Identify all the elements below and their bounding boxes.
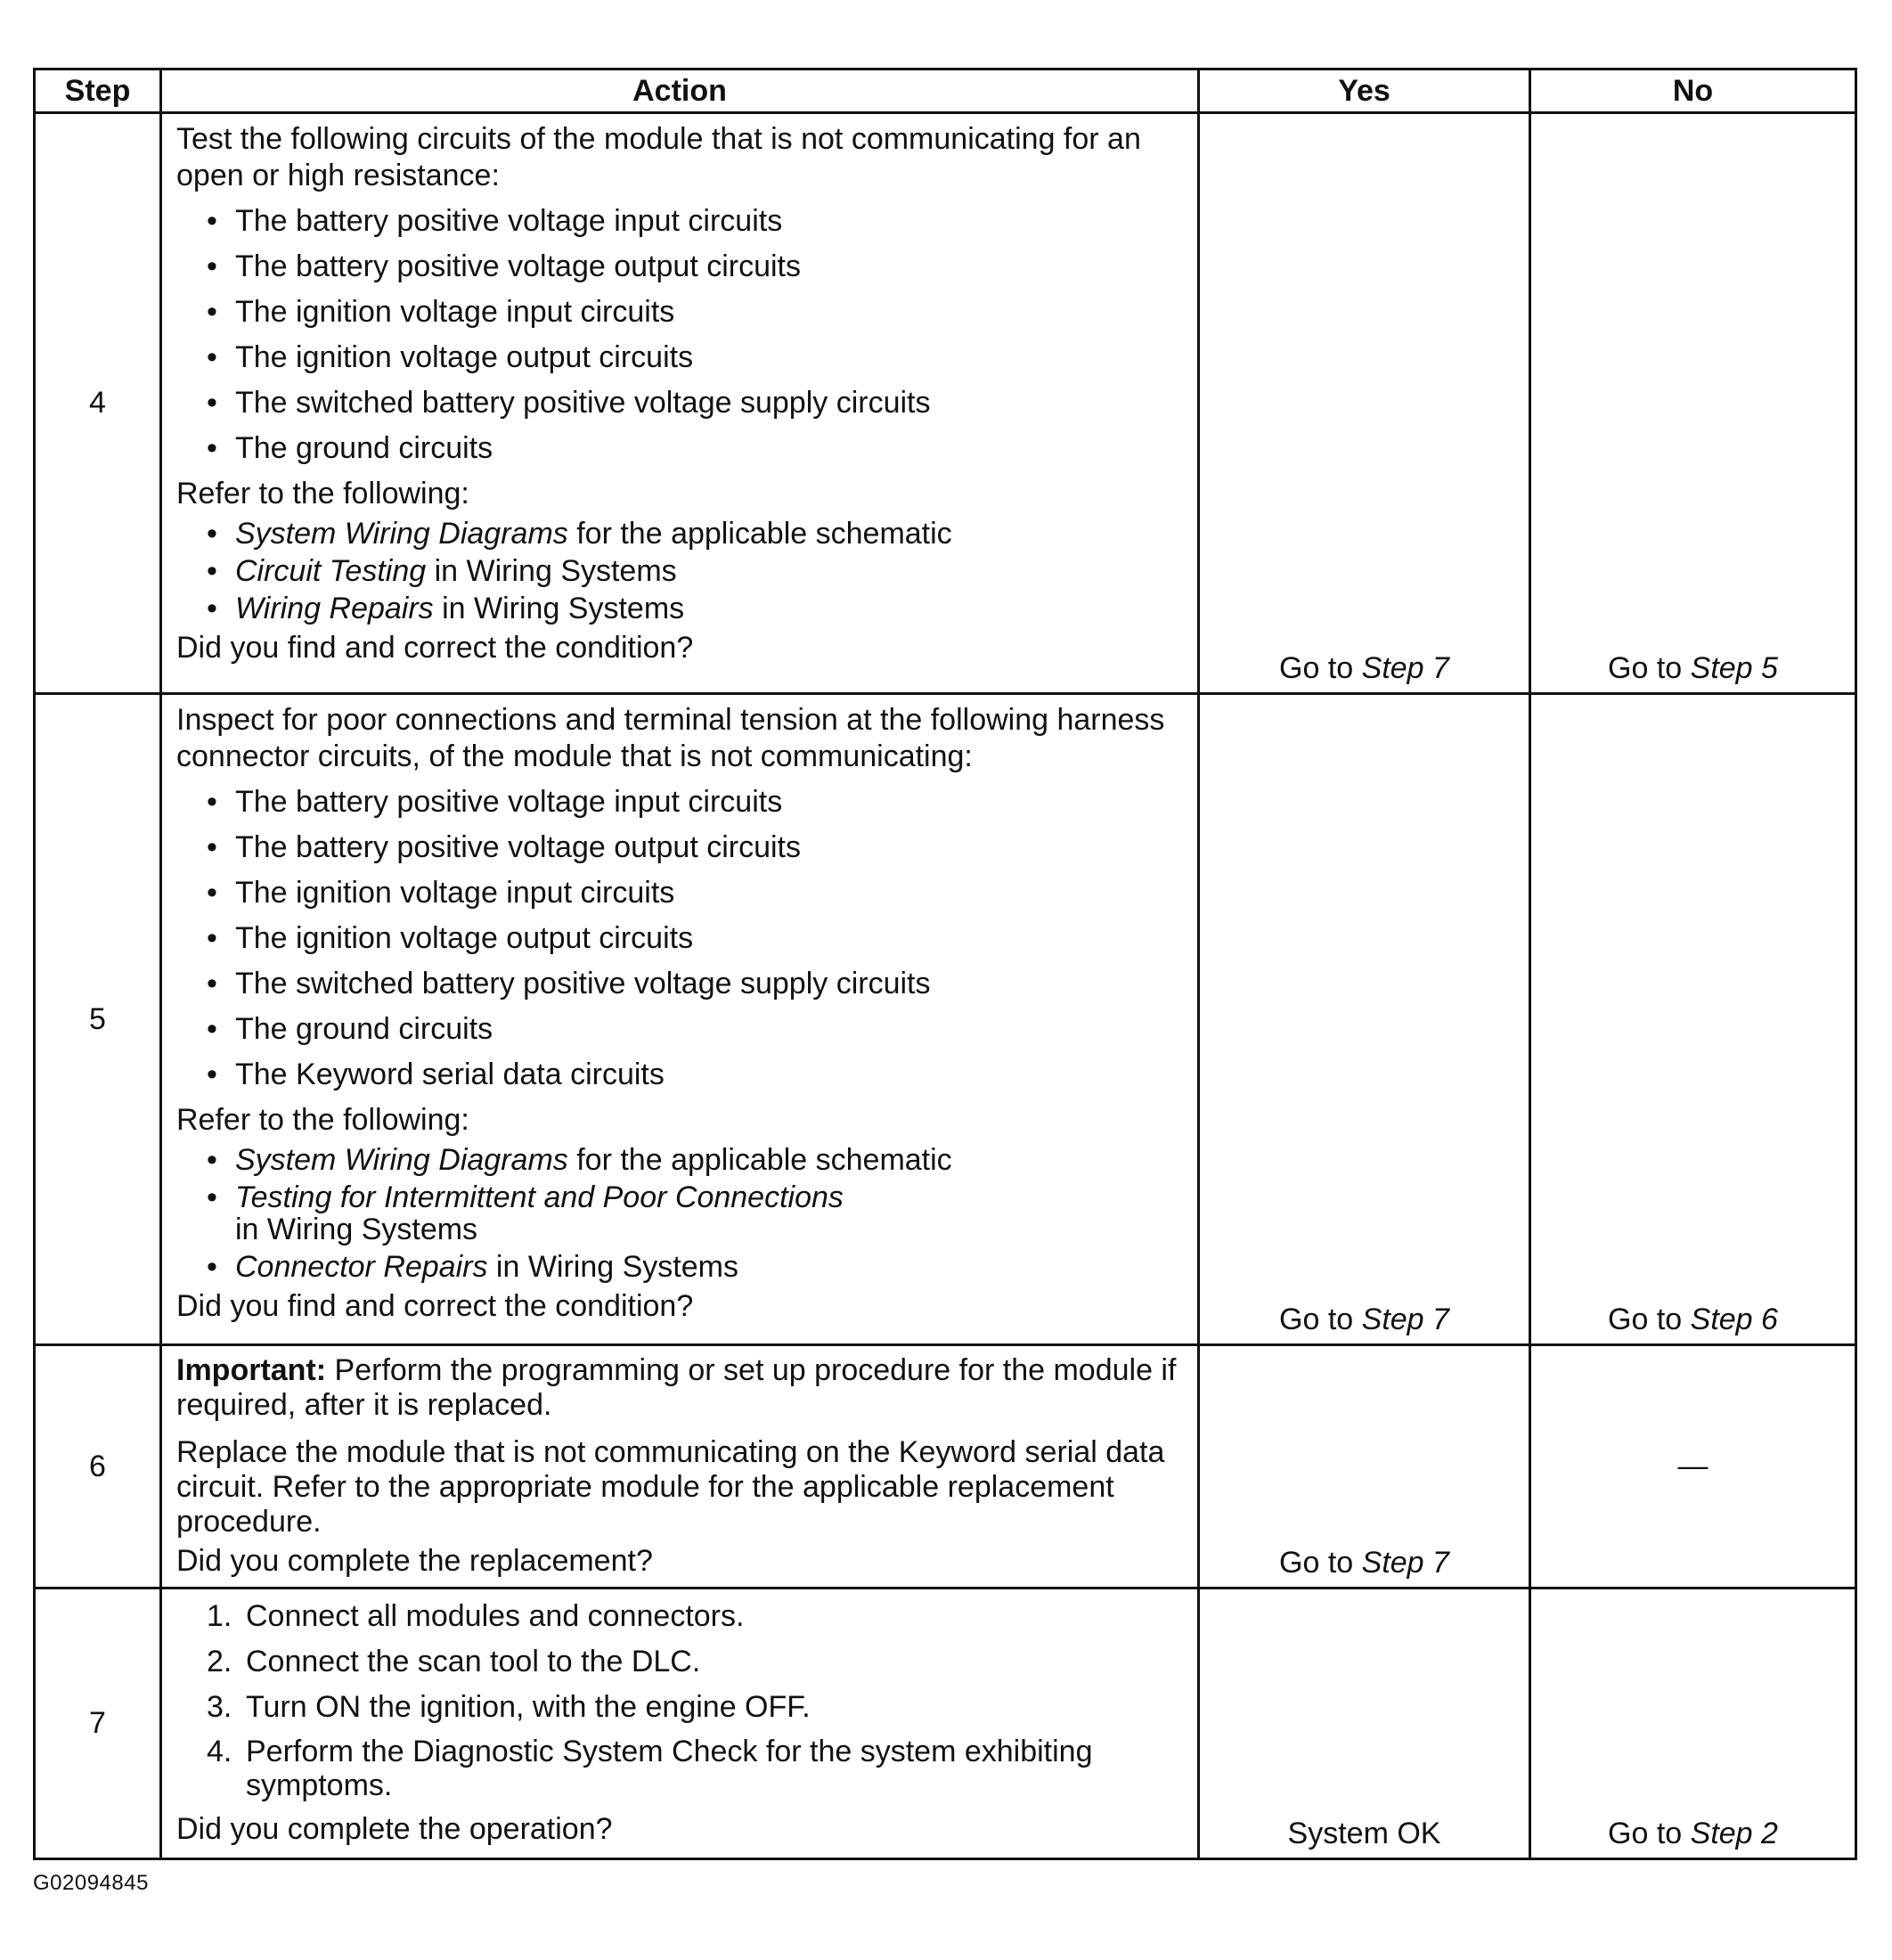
reference-title: Testing for Intermittent and Poor Connections bbox=[235, 1180, 844, 1214]
list-item: • The battery positive voltage output circuits bbox=[176, 249, 1187, 285]
list-item: 1. Connect all modules and connectors. bbox=[176, 1598, 1187, 1635]
bullet-icon: • bbox=[207, 554, 217, 588]
circuit-list bbox=[176, 784, 1187, 1093]
bullet-icon: • bbox=[207, 592, 217, 625]
list-item: • The ignition voltage output circuits bbox=[176, 339, 1187, 376]
important-label: Important: bbox=[176, 1353, 327, 1387]
header-row bbox=[35, 69, 1856, 113]
list-item: • The battery positive voltage output circuits bbox=[176, 829, 1187, 866]
bullet-icon: • bbox=[207, 967, 217, 1000]
list-number: 2. bbox=[207, 1645, 232, 1678]
bullet-icon: • bbox=[207, 1250, 217, 1284]
list-number: 3. bbox=[207, 1690, 232, 1724]
no-cell bbox=[1530, 1588, 1856, 1859]
bullet-icon: • bbox=[207, 785, 217, 819]
reference-note: for the applicable schematic bbox=[567, 517, 952, 551]
step-number: 4 bbox=[35, 113, 161, 694]
list-number: 4. bbox=[207, 1735, 232, 1768]
action-body: Replace the module that is not communicating on the Keyword serial data circuit. Refer to the appropriate module for the applicable replacement procedure. bbox=[176, 1435, 1165, 1539]
no-result: Go to Step 2 bbox=[1608, 1817, 1778, 1850]
important-text: Perform the programming or set up procedure for the module if required, after it is replaced. bbox=[176, 1353, 1177, 1422]
header-no: No bbox=[1530, 69, 1856, 113]
list-item: • The ignition voltage output circuits bbox=[176, 920, 1187, 957]
list-item: • The battery positive voltage input circuits bbox=[176, 203, 1187, 240]
reference-item bbox=[176, 518, 1187, 550]
yes-result: Go to Step 7 bbox=[1279, 1303, 1449, 1336]
bullet-icon: • bbox=[207, 830, 217, 864]
figure-code: G02094845 bbox=[33, 1871, 149, 1895]
table-row bbox=[35, 1588, 1856, 1859]
list-item: • The battery positive voltage input circuits bbox=[176, 784, 1187, 821]
action-question: Did you find and correct the condition? bbox=[176, 1289, 694, 1323]
list-item: • The switched battery positive voltage supply circuits bbox=[176, 966, 1187, 1002]
reference-item bbox=[176, 592, 1187, 625]
table-row bbox=[35, 113, 1856, 694]
bullet-icon: • bbox=[207, 340, 217, 374]
reference-title: Connector Repairs bbox=[235, 1250, 488, 1284]
list-item: 4. Perform the Diagnostic System Check for the system exhibiting symptoms. bbox=[176, 1735, 1187, 1802]
bullet-icon: • bbox=[207, 1058, 217, 1091]
reference-list bbox=[176, 1144, 1187, 1283]
header-yes: Yes bbox=[1199, 69, 1530, 113]
refer-label: Refer to the following: bbox=[176, 477, 469, 510]
bullet-icon: • bbox=[207, 517, 217, 551]
action-cell bbox=[161, 1345, 1199, 1588]
reference-note: in Wiring Systems bbox=[433, 592, 685, 625]
reference-title: Wiring Repairs bbox=[235, 592, 434, 625]
list-item: • The switched battery positive voltage supply circuits bbox=[176, 385, 1187, 421]
reference-item bbox=[176, 1251, 1187, 1283]
yes-result: Go to Step 7 bbox=[1279, 651, 1449, 685]
action-cell bbox=[161, 694, 1199, 1345]
action-question: Did you complete the operation? bbox=[176, 1812, 613, 1846]
action-cell bbox=[161, 113, 1199, 694]
reference-title: System Wiring Diagrams bbox=[235, 1143, 568, 1177]
no-cell bbox=[1530, 113, 1856, 694]
step-number: 7 bbox=[35, 1588, 161, 1859]
reference-note: in Wiring Systems bbox=[487, 1250, 738, 1284]
list-item: 3. Turn ON the ignition, with the engine OFF. bbox=[176, 1689, 1187, 1726]
header-step: Step bbox=[35, 69, 161, 113]
bullet-icon: • bbox=[207, 1143, 217, 1177]
header-action: Action bbox=[161, 69, 1199, 113]
bullet-icon: • bbox=[207, 1180, 217, 1214]
step-number: 5 bbox=[35, 694, 161, 1345]
important-note bbox=[176, 1353, 1187, 1423]
numbered-list bbox=[176, 1598, 1187, 1802]
list-item: • The ground circuits bbox=[176, 430, 1187, 467]
yes-cell bbox=[1199, 1588, 1530, 1859]
reference-title: Circuit Testing bbox=[235, 554, 427, 588]
list-item: 2. Connect the scan tool to the DLC. bbox=[176, 1644, 1187, 1680]
reference-title: System Wiring Diagrams bbox=[235, 517, 568, 551]
list-item: • The ignition voltage input circuits bbox=[176, 294, 1187, 331]
action-intro: Test the following circuits of the module that is not communicating for an open or high resistance: bbox=[176, 122, 1141, 192]
no-result: Go to Step 6 bbox=[1608, 1303, 1778, 1336]
yes-cell bbox=[1199, 113, 1530, 694]
bullet-icon: • bbox=[207, 876, 217, 910]
action-cell bbox=[161, 1588, 1199, 1859]
no-result: — bbox=[1677, 1449, 1709, 1483]
bullet-icon: • bbox=[207, 249, 217, 283]
refer-label: Refer to the following: bbox=[176, 1103, 469, 1137]
reference-list bbox=[176, 518, 1187, 625]
no-cell bbox=[1530, 1345, 1856, 1588]
action-question: Did you complete the replacement? bbox=[176, 1544, 653, 1578]
yes-cell bbox=[1199, 1345, 1530, 1588]
table-row bbox=[35, 694, 1856, 1345]
yes-cell bbox=[1199, 694, 1530, 1345]
no-cell bbox=[1530, 694, 1856, 1345]
reference-item bbox=[176, 1144, 1187, 1176]
step-number: 6 bbox=[35, 1345, 161, 1588]
bullet-icon: • bbox=[207, 386, 217, 420]
list-item: • The ignition voltage input circuits bbox=[176, 875, 1187, 911]
action-question: Did you find and correct the condition? bbox=[176, 631, 694, 665]
reference-note: for the applicable schematic bbox=[567, 1143, 952, 1177]
list-item: • The Keyword serial data circuits bbox=[176, 1057, 1187, 1093]
bullet-icon: • bbox=[207, 431, 217, 465]
table-row bbox=[35, 1345, 1856, 1588]
yes-result: Go to Step 7 bbox=[1279, 1546, 1449, 1580]
action-intro: Inspect for poor connections and terminal tension at the following harness connector circuits, of the module that is not communicating: bbox=[176, 703, 1165, 773]
list-number: 1. bbox=[207, 1599, 232, 1633]
bullet-icon: • bbox=[207, 1012, 217, 1046]
reference-item bbox=[176, 555, 1187, 587]
yes-result: System OK bbox=[1287, 1817, 1441, 1850]
no-result: Go to Step 5 bbox=[1608, 651, 1778, 685]
bullet-icon: • bbox=[207, 921, 217, 955]
bullet-icon: • bbox=[207, 295, 217, 329]
reference-note: in Wiring Systems bbox=[235, 1213, 478, 1246]
bullet-icon: • bbox=[207, 204, 217, 238]
list-item: • The ground circuits bbox=[176, 1011, 1187, 1048]
diagnostic-table bbox=[33, 68, 1857, 1860]
circuit-list bbox=[176, 203, 1187, 467]
reference-note: in Wiring Systems bbox=[426, 554, 677, 588]
reference-item bbox=[176, 1181, 1187, 1245]
